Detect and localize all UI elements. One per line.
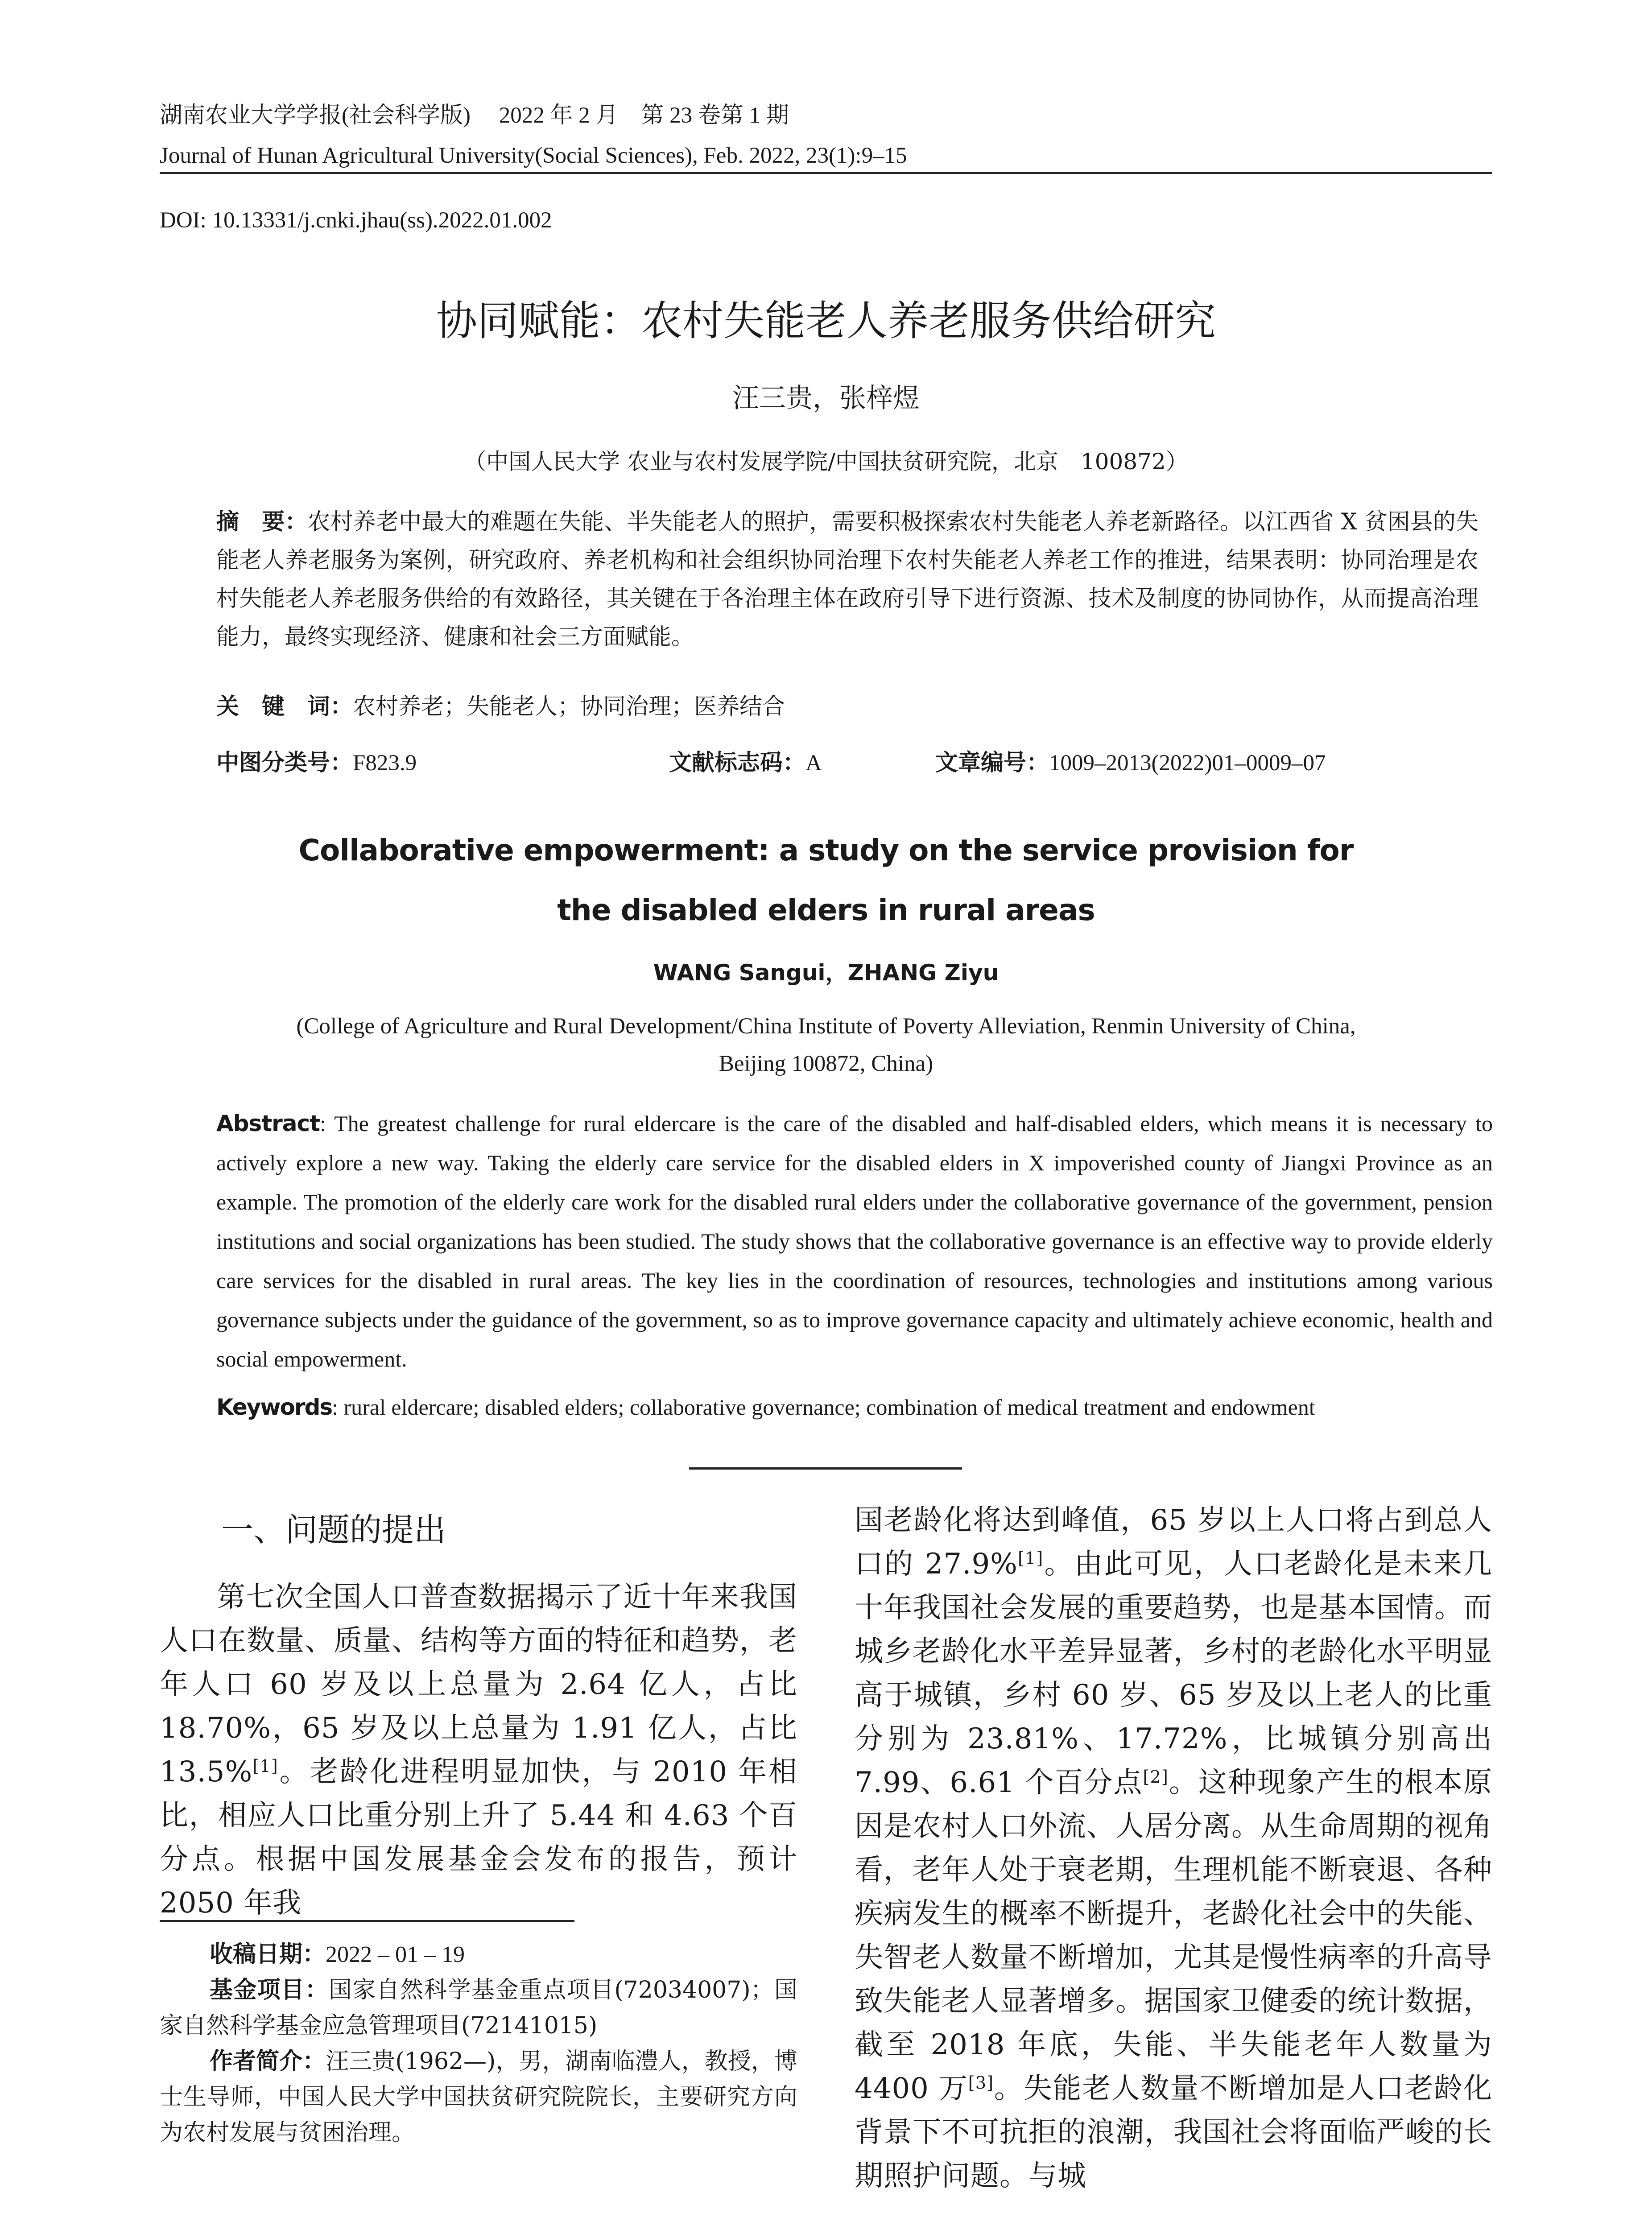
abstract-en [216, 1104, 1493, 1379]
journal-header-cn: 湖南农业大学学报(社会科学版) 2022 年 2 月 第 23 卷第 1 期 [160, 103, 789, 128]
footnote-author: 作者简介：汪三贵(1962—)，男，湖南临澧人，教授，博士生导师，中国人民大学中国扶贫研究院院长，主要研究方向为农村发展与贫困治理。 [160, 2048, 797, 2146]
citation-ref: [1] [1017, 1548, 1044, 1569]
keywords-en-text: : rural eldercare; disabled elders; collaborative governance; combination of medical treatment and endowment [332, 1395, 1315, 1420]
abstract-cn-label: 摘 要： [216, 509, 308, 535]
affiliation-cn: （中国人民大学 农业与农村发展学院/中国扶贫研究院，北京 100872） [464, 449, 1188, 475]
section-divider [689, 1467, 962, 1470]
abstract-en-text: : The greatest challenge for rural eldercare is the care of the disabled and half-disabled elders, which means it is necessary to actively explore a new way. Taking the elderly care service for the disabled elders in X impoverished county of Jiangxi Province as an example. The promotion of the elderly care work for the disabled rural elders under the collaborative governance of the government, pension institutions and social organizations has been studied. The study shows that the collaborative governance is an effective way to provide elderly care services for the disabled in rural areas. The key lies in the coordination of resources, technologies and institutions among various governance subjects under the guidance of the government, so as to improve governance capacity and ultimately achieve economic, health and social empowerment. [216, 1111, 1493, 1371]
document-code: 文献标志码：A [669, 750, 822, 776]
left-column-paragraph: 第七次全国人口普查数据揭示了近十年来我国人口在数量、质量、结构等方面的特征和趋势，老年人口 60 岁及以上总量为 2.64 亿人，占比 18.70%，65 岁及以上总量为 1.91 亿人，占比 13.5%[1]。老龄化进程明显加快，与 2010 年相比，相应人口比重分别上升了 5.44 和 4.63 个百分点。根据中国发展基金会发布的报告，预计 2050 年我 [160, 1581, 797, 1920]
citation-ref: [3] [968, 2073, 994, 2093]
right-column-paragraph: 国老龄化将达到峰值，65 岁以上人口将占到总人口的 27.9%[1]。由此可见，人口老龄化是未来几十年我国社会发展的重要趋势，也是基本国情。而城乡老龄化水平差异显著，乡村的老龄化水平明显高于城镇，乡村 60 岁、65 岁及以上老人的比重分别为 23.81%、17.72%，比城镇分别高出 7.99、6.61 个百分点[2]。这种现象产生的根本原因是农村人口外流、人居分离。从生命周期的视角看，老年人处于衰老期，生理机能不断衰退、各种疾病发生的概率不断提升，老龄化社会中的失能、失智老人数量不断增加，尤其是慢性病率的升高导致失能老人显著增多。据国家卫健委的统计数据，截至 2018 年底，失能、半失能老年人数量为 4400 万[3]。失能老人数量不断增加是人口老龄化背景下不可抗拒的浪潮，我国社会将面临严峻的长期照护问题。与城 [855, 1504, 1493, 2193]
keywords-cn-text: 农村养老；失能老人；协同治理；医养结合 [353, 694, 785, 720]
journal-header-en: Journal of Hunan Agricultural University(Social Sciences), Feb. 2022, 23(1):9–15 [160, 143, 907, 168]
footnote-fund: 基金项目：国家自然科学基金重点项目(72034007)；国家自然科学基金应急管理项目(72141015) [160, 1977, 797, 2039]
abstract-en-label: Abstract [216, 1111, 320, 1136]
clc-number: 中图分类号：F823.9 [216, 750, 417, 776]
abstract-cn-text: 农村养老中最大的难题在失能、半失能老人的照护，需要积极探索农村失能老人养老新路径。以江西省 X 贫困县的失能老人养老服务为案例，研究政府、养老机构和社会组织协同治理下农村失能老人养老工作的推进，结果表明：协同治理是农村失能老人养老服务供给的有效路径，其关键在于各治理主体在政府引导下进行资源、技术及制度的协同协作，从而提高治理能力，最终实现经济、健康和社会三方面赋能。 [216, 509, 1479, 650]
article-number: 文章编号：1009–2013(2022)01–0009–07 [935, 750, 1326, 776]
authors-en: WANG Sangui，ZHANG Ziyu [653, 960, 999, 986]
section-heading: 一、问题的提出 [221, 1511, 446, 1549]
doi: DOI: 10.13331/j.cnki.jhau(ss).2022.01.002 [160, 208, 552, 233]
footnote-rule [160, 1920, 574, 1922]
affiliation-en-line1: (College of Agriculture and Rural Development/China Institute of Poverty Alleviation, Renmin University of China, [296, 1014, 1356, 1039]
title-en-line2: the disabled elders in rural areas [557, 893, 1095, 927]
title-en-line1: Collaborative empowerment: a study on the service provision for [298, 833, 1354, 867]
keywords-cn [216, 691, 785, 723]
citation-ref: [2] [1143, 1767, 1169, 1787]
keywords-en [216, 1392, 1315, 1423]
title-cn: 协同赋能：农村失能老人养老服务供给研究 [436, 297, 1216, 345]
footnote-received: 收稿日期：2022 – 01 – 19 [210, 1941, 465, 1968]
abstract-cn [216, 503, 1479, 657]
header-rule [160, 172, 1492, 174]
keywords-en-label: Keywords [216, 1394, 332, 1420]
authors-cn: 汪三贵，张梓煜 [732, 383, 920, 414]
affiliation-en-line2: Beijing 100872, China) [719, 1051, 933, 1076]
keywords-cn-label: 关 键 词： [216, 694, 353, 720]
citation-ref: [1] [252, 1756, 278, 1776]
